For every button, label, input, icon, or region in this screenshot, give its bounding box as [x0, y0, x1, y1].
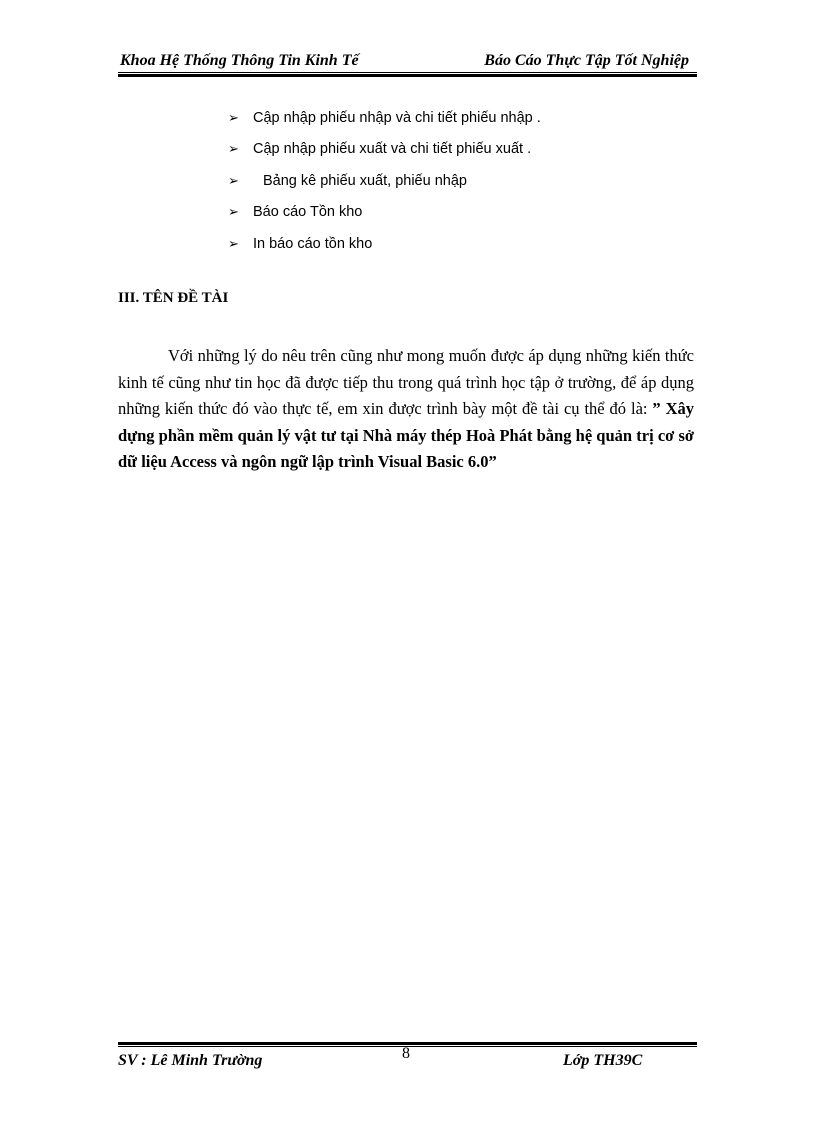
footer-class: Lớp TH39C — [563, 1052, 643, 1069]
page-footer — [118, 1042, 697, 1082]
header-rule-thin — [118, 72, 697, 73]
list-item — [228, 134, 688, 166]
list-item — [228, 165, 688, 197]
page-header — [118, 48, 697, 74]
arrow-right-icon: ➢ — [228, 141, 239, 157]
project-title: ” Xây dựng phần mềm quản lý vật tư tại Nhà máy thép Hoà Phát bằng hệ quản trị cơ sở dữ liệu Access và ngôn ngữ lập trình Visual Basic 6.0” — [118, 399, 695, 471]
list-item — [228, 197, 688, 229]
list-item-text: Bảng kê phiếu xuất, phiếu nhập — [263, 172, 467, 189]
arrow-right-icon: ➢ — [228, 109, 239, 125]
header-rule-thick — [118, 74, 697, 77]
arrow-right-icon: ➢ — [228, 172, 239, 188]
list-item-text: Báo cáo Tồn kho — [253, 204, 363, 221]
list-item-text: Cập nhập phiếu xuất và chi tiết phiếu xuất . — [253, 141, 532, 158]
paragraph-text: Với những lý do nêu trên cũng như mong muốn được áp dụng những kiến thức kinh tế cũng như tin học đã được tiếp thu trong quá trình học tập ở trường, để áp dụng những kiến thức đó vào thực tế, em xin được trình bày một đề tài cụ thể đó là: — [118, 346, 694, 418]
bullet-list — [228, 102, 688, 260]
header-faculty: Khoa Hệ Thống Thông Tin Kinh Tế — [120, 52, 359, 69]
section-heading: III. TÊN ĐỀ TÀI — [118, 290, 229, 306]
list-item-text: In báo cáo tồn kho — [253, 235, 373, 252]
arrow-right-icon: ➢ — [228, 204, 239, 220]
list-item-text: Cập nhập phiếu nhập và chi tiết phiếu nhập . — [253, 109, 541, 126]
list-item — [228, 228, 688, 260]
header-report-title: Báo Cáo Thực Tập Tốt Nghiệp — [484, 52, 689, 69]
body-paragraph — [118, 343, 694, 476]
arrow-right-icon: ➢ — [228, 235, 239, 251]
list-item — [228, 102, 688, 134]
page-number: 8 — [402, 1045, 410, 1062]
footer-student: SV : Lê Minh Trường — [118, 1052, 263, 1069]
